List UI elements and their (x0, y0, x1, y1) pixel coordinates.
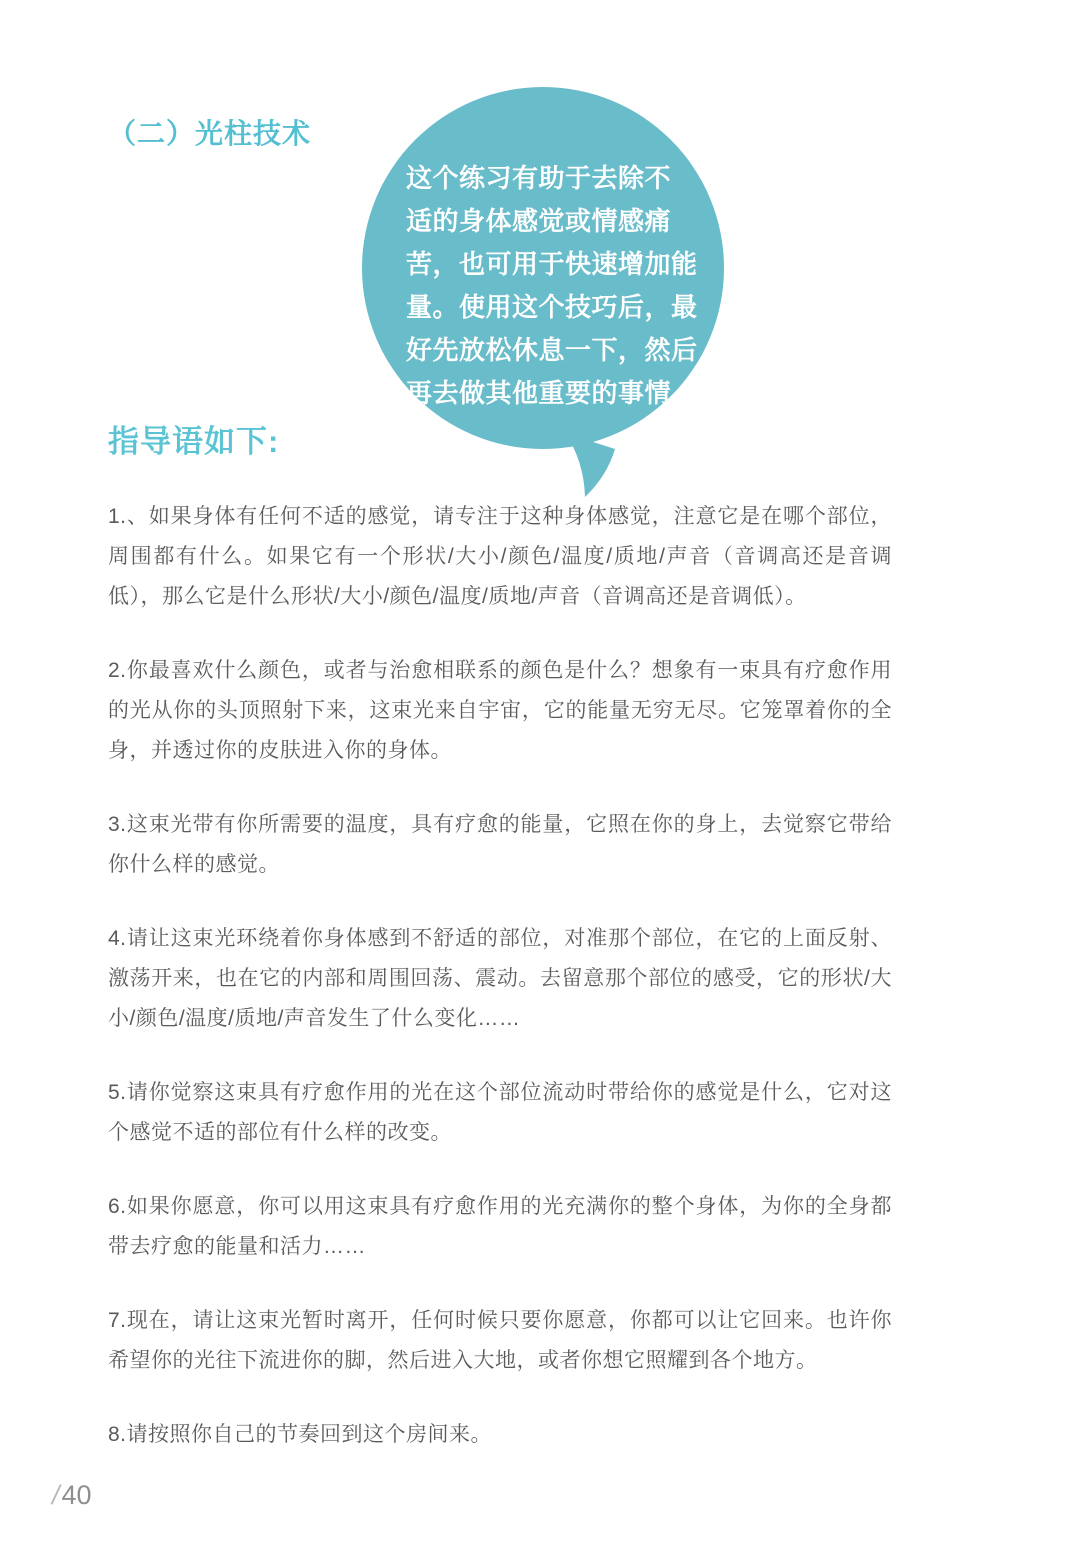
instruction-paragraph-3: 3.这束光带有你所需要的温度，具有疗愈的能量，它照在你的身上，去觉察它带给你什么样的感觉。 (108, 813, 892, 876)
page-number-slash: / (52, 1480, 60, 1510)
page-title: （二）光柱技术 (108, 118, 312, 149)
instruction-paragraph-2: 2.你最喜欢什么颜色，或者与治愈相联系的颜色是什么？想象有一束具有疗愈作用的光从你的头顶照射下来，这束光来自宇宙，它的能量无穷无尽。它笼罩着你的全身，并透过你的皮肤进入你的身体。 (108, 659, 892, 762)
section-heading: 指导语如下: (108, 424, 280, 459)
instruction-paragraph-5: 5.请你觉察这束具有疗愈作用的光在这个部位流动时带给你的感觉是什么，它对这个感觉不适的部位有什么样的改变。 (108, 1081, 892, 1144)
page-number-value: 40 (61, 1480, 92, 1510)
bubble-line: 适的身体感觉或情感痛 (406, 206, 672, 236)
speech-bubble-text (406, 157, 698, 415)
instruction-paragraph-6: 6.如果你愿意，你可以用这束具有疗愈作用的光充满你的整个身体，为你的全身都带去疗愈的能量和活力…… (108, 1195, 892, 1258)
instruction-paragraph-8: 8.请按照你自己的节奏回到这个房间来。 (108, 1423, 493, 1446)
instruction-paragraph-7: 7.现在，请让这束光暂时离开，任何时候只要你愿意，你都可以让它回来。也许你希望你的光往下流进你的脚，然后进入大地，或者你想它照耀到各个地方。 (108, 1309, 892, 1372)
speech-bubble (362, 87, 724, 449)
instructions-list (108, 497, 892, 1489)
bubble-line: 好先放松休息一下，然后 (406, 335, 698, 365)
bubble-line: 这个练习有助于去除不 (406, 163, 672, 193)
bubble-line: 苦，也可用于快速增加能 (406, 249, 698, 279)
instruction-paragraph-4: 4.请让这束光环绕着你身体感到不舒适的部位，对准那个部位，在它的上面反射、激荡开来，也在它的内部和周围回荡、震动。去留意那个部位的感受，它的形状/大小/颜色/温度/质地/声音发生了什么变化…… (108, 927, 892, 1030)
bubble-line: 再去做其他重要的事情 (406, 378, 672, 408)
page-number (52, 1480, 92, 1511)
speech-bubble-tail-icon (557, 431, 627, 501)
instruction-paragraph-1: 1.、如果身体有任何不适的感觉，请专注于这种身体感觉，注意它是在哪个部位，周围都有什么。如果它有一个形状/大小/颜色/温度/质地/声音（音调高还是音调低），那么它是什么形状/大小/颜色/温度/质地/声音（音调高还是音调低）。 (108, 505, 892, 608)
bubble-line: 量。使用这个技巧后，最 (406, 292, 698, 322)
